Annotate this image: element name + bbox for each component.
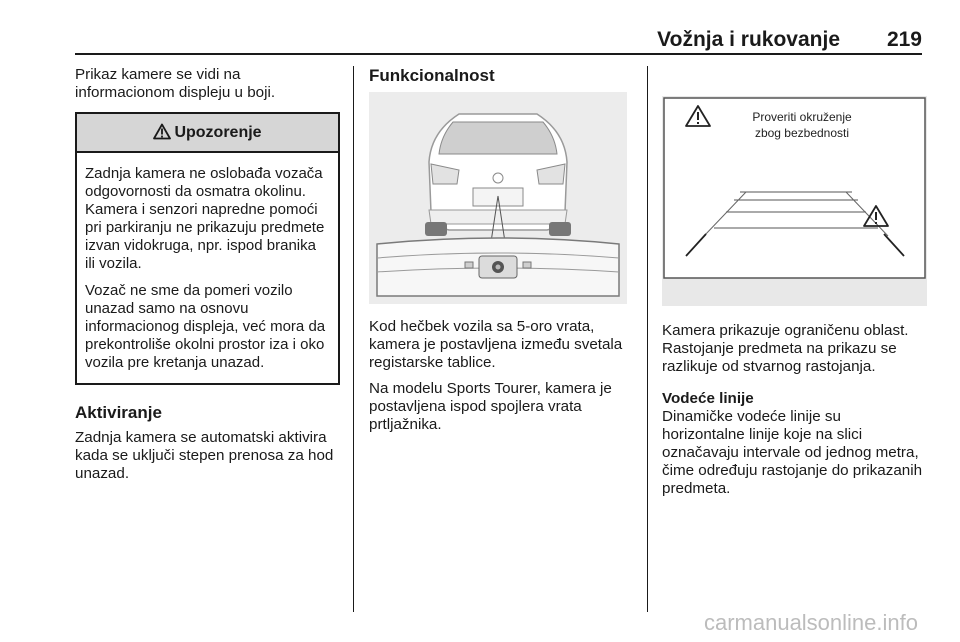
warning-triangle-icon — [153, 123, 171, 140]
warning-box — [75, 112, 340, 385]
section-title-funkcionalnost: Funkcionalnost — [369, 66, 495, 85]
column-divider-2 — [647, 66, 648, 612]
paragraph-hatchback: Kod hečbek vozila sa 5-oro vrata, kamera je postavljena između svetala registarske tablice. — [369, 318, 623, 371]
warning-paragraph-2: Vozač ne sme da pomeri vozilo unazad samo na osnovu informacionog displeja, već mora da prekontroliše okolni prostor iza i oko vozila pre kretanja unazad. — [85, 282, 326, 371]
display-text-line1: Proveriti okruženje — [752, 110, 852, 124]
column-1 — [75, 66, 340, 491]
page-header — [75, 26, 922, 52]
page-number: 219 — [886, 28, 922, 51]
warning-body — [77, 153, 338, 383]
header-rule — [75, 53, 922, 55]
rear-camera-car-illustration — [369, 92, 627, 304]
paragraph-sports-tourer: Na modelu Sports Tourer, kamera je postavljena ispod spojlera vrata prtljažnika. — [369, 380, 612, 433]
watermark: carmanualsonline.info — [703, 610, 918, 635]
column-3 — [662, 66, 927, 506]
display-text-line2: zbog bezbednosti — [754, 126, 850, 140]
camera-display-illustration — [662, 96, 927, 306]
column-divider-1 — [353, 66, 354, 612]
chapter-title: Vožnja i rukovanje — [657, 28, 840, 51]
subheading-vodece-linije: Vodeće linije — [662, 390, 754, 407]
warning-heading: Upozorenje — [174, 124, 262, 141]
guide-lines-text: Dinamičke vodeće linije su horizontalne linije koje na slici označavaju intervale od jednog metra, čime određuju rastojanje do prikazanih predmeta. — [662, 408, 923, 497]
camera-area-paragraph: Kamera prikazuje ograničenu oblast. Rastojanje predmeta na prikazu se razlikuje od stvarnog rastojanja. — [662, 322, 909, 375]
intro-text: Prikaz kamere se vidi na informacionom displeju u boji. — [75, 66, 276, 101]
section-text-aktiviranje: Zadnja kamera se automatski aktivira kada se uključi stepen prenosa za hod unazad. — [75, 429, 334, 482]
warning-header — [77, 114, 338, 153]
column-2 — [369, 66, 634, 442]
section-title-aktiviranje: Aktiviranje — [75, 403, 162, 422]
warning-paragraph-1: Zadnja kamera ne oslobađa vozača odgovornosti da osmatra okolinu. Kamera i senzori napredne pomoći pri parkiranju ne prikazuju predmete izvan vidokruga, npr. ispod branika ili vozila. — [85, 165, 325, 272]
